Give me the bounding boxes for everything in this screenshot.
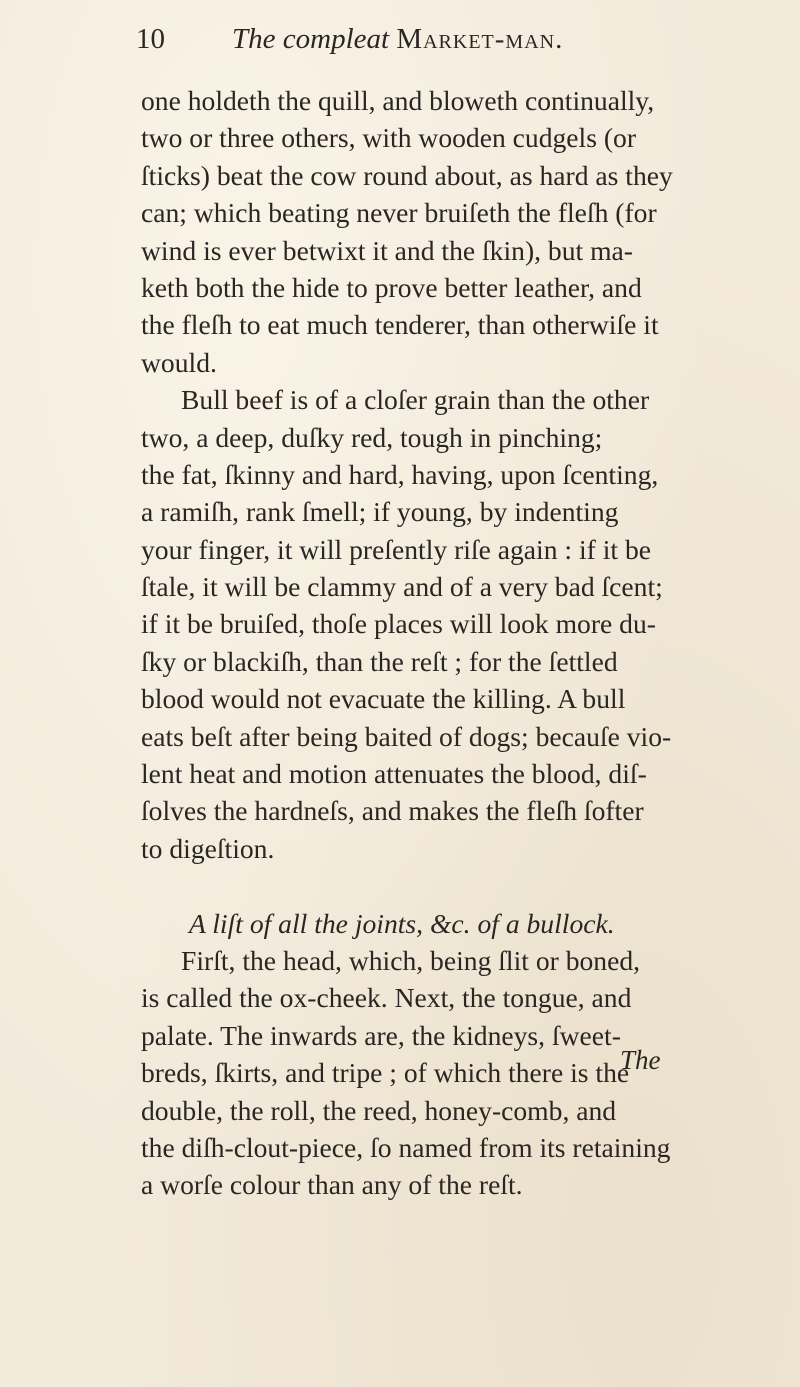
text-line: your finger, it will preſently riſe again : if it be: [141, 533, 651, 565]
page-header: [136, 14, 696, 64]
text-line: ſky or blackiſh, than the reſt ; for the ſettled: [141, 645, 618, 677]
text-line: double, the roll, the reed, honey-comb, and: [141, 1094, 617, 1126]
text-line: lent heat and motion attenuates the blood, diſ-: [141, 758, 647, 790]
running-title: [232, 14, 563, 64]
running-title-the: The: [232, 23, 276, 55]
text-line: Firſt, the head, which, being ſlit or boned,: [181, 944, 641, 976]
text-line: would.: [141, 346, 217, 378]
text-line: palate. The inwards are, the kidneys, ſweet-: [141, 1019, 621, 1051]
text-line: if it be bruiſed, thoſe places will look more du-: [141, 608, 656, 640]
page-number: 10: [136, 23, 165, 55]
text-line: to digeſtion.: [141, 832, 275, 864]
text-line: wind is ever betwixt it and the ſkin), but ma-: [141, 234, 633, 266]
text-line: keth both the hide to prove better leather, and: [141, 271, 642, 303]
text-line: two, a deep, duſky red, tough in pinching;: [141, 421, 603, 453]
body-text: [141, 82, 681, 1204]
text-line: two or three others, with wooden cudgels (or: [141, 122, 637, 154]
text-line: the diſh-clout-piece, ſo named from its retaining: [141, 1131, 671, 1163]
text-line: ſticks) beat the cow round about, as hard as they: [141, 159, 673, 191]
text-line: eats beſt after being baited of dogs; becauſe vio-: [141, 720, 672, 752]
text-line: the fat, ſkinny and hard, having, upon ſcenting,: [141, 458, 659, 490]
text-line: is called the ox-cheek. Next, the tongue, and: [141, 982, 632, 1014]
text-line: blood would not evacuate the killing. A bull: [141, 683, 626, 715]
blank-line: [141, 867, 681, 904]
text-line: Bull beef is of a cloſer grain than the other: [181, 384, 650, 416]
text-line: a worſe colour than any of the reſt.: [141, 1169, 523, 1201]
running-title-compleat: compleat: [282, 23, 390, 55]
text-line: can; which beating never bruiſeth the fleſh (for: [141, 197, 657, 229]
catchword: The: [620, 1045, 661, 1075]
text-line: ſolves the hardneſs, and makes the fleſh ſofter: [141, 795, 644, 827]
text-line: a ramiſh, rank ſmell; if young, by indenting: [141, 496, 619, 528]
text-line: breds, ſkirts, and tripe ; of which there is the: [141, 1057, 630, 1089]
section-heading: A liſt of all the joints, &c. of a bullock.: [189, 907, 615, 939]
text-line: the fleſh to eat much tenderer, than otherwiſe it: [141, 309, 659, 341]
running-title-market-man: Market-man.: [396, 23, 564, 55]
text-line: ſtale, it will be clammy and of a very bad ſcent;: [141, 571, 663, 603]
text-line: one holdeth the quill, and bloweth continually,: [141, 85, 655, 116]
